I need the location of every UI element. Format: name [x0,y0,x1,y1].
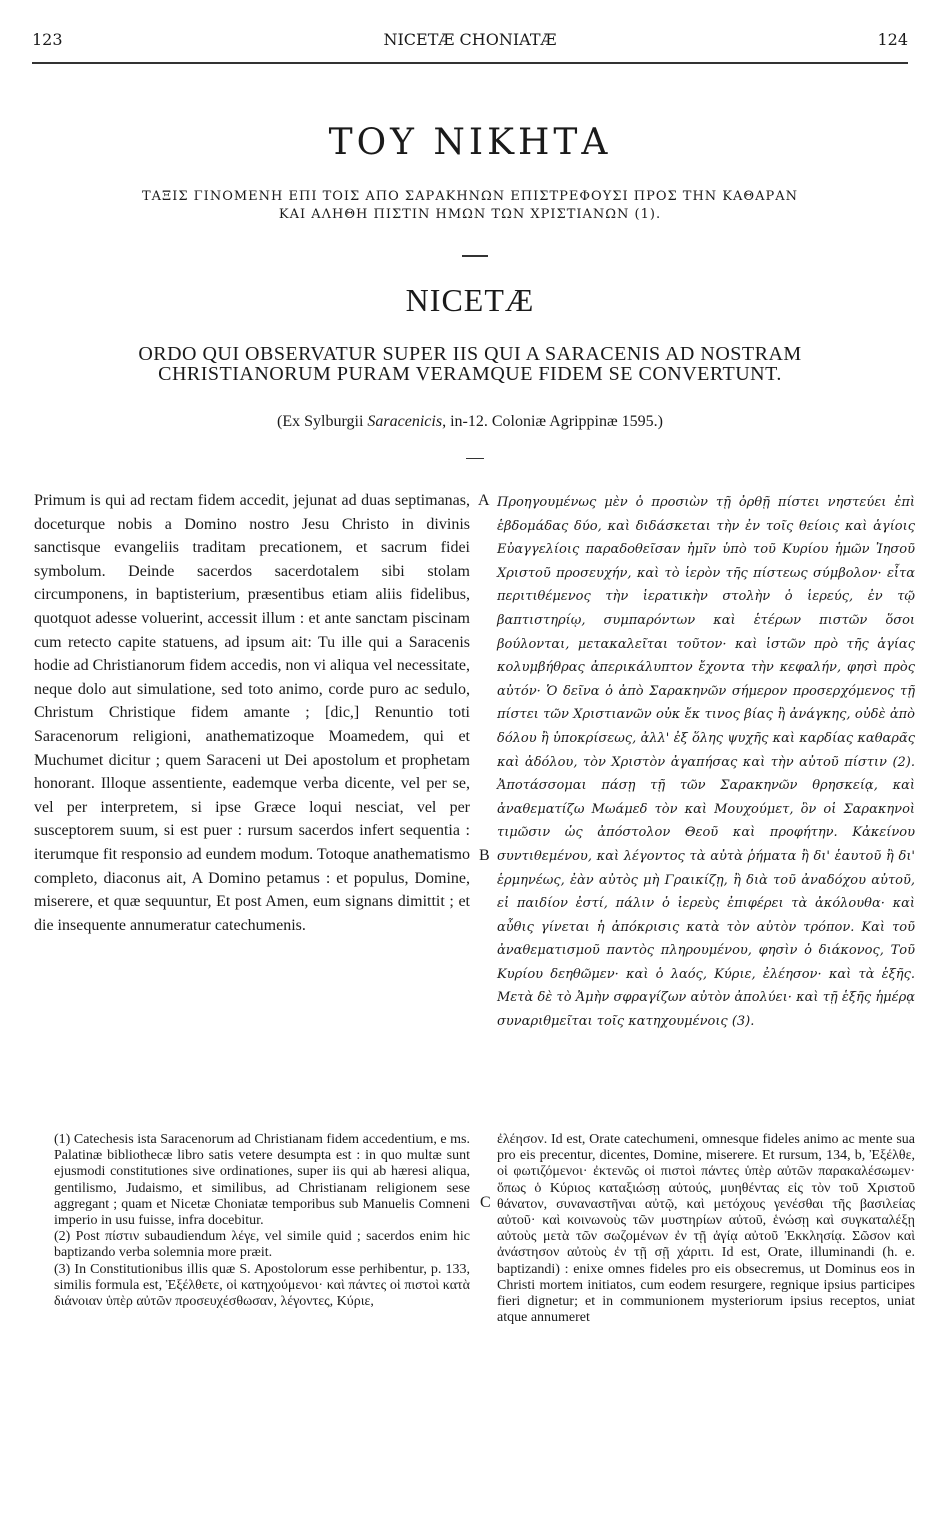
source-italic: Saracenicis [367,413,443,430]
greek-subtitle-line-1: ΤΑΞΙΣ ΓΙΝΟΜΕΝΗ ΕΠΙ ΤΟΙΣ ΑΠΟ ΣΑΡΑΚΗΝΩΝ ΕΠΙΣΤΡΕΦΟΥΣΙ ΠΡΟΣ ΤΗΝ ΚΑΘΑΡΑΝ [142,189,798,204]
greek-subtitle [40,188,900,224]
running-title: NICETÆ CHONIATÆ [383,30,557,49]
latin-column: Primum is qui ad rectam fidem accedit, jejunat ad duas septimanas, doceturque nobis a Domino nostro Jesu Christo in divinis sanctisque evangeliis traditam precationem, et sacrum fidei symbolum. Deinde sacerdos sacerdotalem sibi stolam circumponens, in baptisterium, præsentibus etiam aliis fidelibus, quotquot adesse voluerint, accessit illum : et ante sanctam piscinam cum retecto capite statuens, ad ipsum ait: Tu ille qui a Saracenis hodie ad Christianorum fidem accedis, non vi aliqua vel necessitate, neque dolo aut simulatione, sed toto animo, corde puro ac sedulo, Christum Christique fidem amante ; [dic,] Renuntio toti Saracenorum religioni, anathematizoque Moamedem, qui et Muchumet dicitur ; quem Saraceni ut Dei apostolum et prophetam honorant. Illoque assentiente, eademque verba dicente, vel per se, vel per interpretem, si ipse Græce loqui nesciat, vel per susceptorem suum, si est puer : rursum sacerdos infert sequentia : iterumque fit responsio ad eundem modum. Totoque anathematismo completo, diaconus ait, A Domino petamus : et populus, Domine, miserere, et quæ sequuntur, Et post Amen, eum signans dimittit ; et die insequente annumeratur catechumenis. [34,492,470,934]
latin-subtitle-line-1: ORDO QUI OBSERVATUR SUPER IIS QUI A SARACENIS AD NOSTRAM [138,343,802,365]
greek-text-part-1: Προηγουμένως μὲν ὁ προσιὼν τῇ ὀρθῇ πίστει νηστεύει ἐπὶ ἑβδομάδας δύο, καὶ διδάσκεται τὴν ἐν τοῖς θείοις καὶ ἁγίοις Εὐαγγελίοις παραδοθεῖσαν ἡμῖν ὑπὸ τοῦ Κυρίου ἡμῶν Ἰησοῦ Χριστοῦ προσευχήν, καὶ τὸ ἱερὸν τῆς πίστεως σύμβολον· εἶτα περιτιθέμενος τὴν ἱερατικὴν στολὴν ὁ ἱερεύς, ἐν τῷ βαπτιστηρίῳ, συμπαρόντων καὶ ἑτέρων πιστῶν ὅσοι βούλονται, μετακαλεῖται τοῦτον· καὶ ἱστῶν πρὸ τῆς ἁγίας κολυμβήθρας ἀπερικάλυπτον ἔχοντα τὴν κεφαλήν, φησὶ πρὸς αὐτόν· Ὁ δεῖνα ὁ ἀπὸ Σαρακηνῶν σήμερον προσερχόμενος τῇ πίστει τῶν Χριστιανῶν οὐκ ἔκ τινος βίας ἢ ἀνάγκης, οὐδὲ ἀπὸ δόλου ἢ ὑποκρίσεως, ἀλλ' ἐξ ὅλης ψυχῆς καὶ καρδίας καθαρᾶς καὶ ἀδόλου, τὸν Χριστὸν ἀγαπήσας καὶ τὴν αὐτοῦ πίστιν (2). Ἀποτάσσομαι πάσῃ τῇ τῶν Σαρακηνῶν [497,495,915,794]
margin-marker-c: C [480,1194,491,1211]
source-suffix: , in-12. Coloniæ Agrippinæ 1595.) [442,413,663,430]
source-prefix: (Ex Sylburgii [277,413,368,430]
latin-subtitle [40,344,900,384]
margin-marker-a: A [478,492,490,509]
page-number-right: 124 [877,30,908,49]
footnote-3: (3) In Constitutionibus illis quæ S. Apostolorum esse perhibentur, p. 133, similis formula est, Ἐξέλθετε, οἱ κατηχούμενοι· καὶ πάντες οἱ πιστοὶ κατὰ διάνοιαν ὑπὲρ αὐτῶν προσευχέσθωσαν, λέγοντες, Κύριε, [54,1261,470,1310]
footnote-continuation: ἐλέησον. Id est, Orate catechumeni, omnesque fideles animo ac mente sua pro eis precentur, dicentes, Domine, miserere. Et rursum, 134, b, Ἐξέλθε, οἱ φωτιζόμενοι· ἐκτενῶς οἱ πιστοὶ πάντες ὑπὲρ αὐτῶν παρακαλέσωμεν· ὅπως ὁ Κύριος καταξιώσῃ αὐτούς, μυηθέντας εἰς τὸν τοῦ Χριστοῦ θάνατον, συναναστῆναι αὐτῷ, καὶ μετόχους γενέσθαι τῆς βασιλείας αὐτοῦ· καὶ κοινωνοὺς τῶν μυστηρίων αὐτοῦ, ἑνώσῃ καὶ συγκαταλέξῃ αὐτοὺς μετὰ τῶν σωζομένων ἐν τῇ ἁγίᾳ αὐτοῦ Ἐκκλησίᾳ. Σῶσον καὶ ἀνάστησον αὐτοὺς ἐν τῇ σῇ χάριτι. Id est, Orate, illuminandi (h. e. baptizandi) : enixe omnes fideles pro eis obsecremus, ut Dominus eos in Christi mortem initiatos, cum eodem resurgere, regnique ipsius participes fieri dignetur; et in communionem mysteriorum ipsius receptos, uniat atque annumeret [497,1132,915,1326]
latin-title: NICETÆ [405,282,535,318]
header-rule [32,62,908,64]
margin-marker-b: B [479,847,490,864]
footnotes-left [54,1132,470,1310]
greek-text-part-2: θρησκείᾳ, καὶ ἀναθεματίζω Μωάμεδ τὸν καὶ Μουχούμετ, ὃν οἱ Σαρακηνοὶ τιμῶσιν ὡς ἀπόστολον Θεοῦ καὶ προφήτην. Κἀκείνου συντιθεμένου, καὶ λέγοντος τὰ αὐτὰ ῥήματα ἢ δι' ἑαυτοῦ ἢ δι' ἑρμηνέως, ἐὰν αὐτὸς μὴ Γραικίζῃ, ἢ διὰ τοῦ ἀναδόχου αὐτοῦ, εἰ παιδίον ἐστί, πάλιν ὁ ἱερεὺς ἐπιφέρει τὰ ἀκόλουθα· καὶ αὖθις γίνεται ἡ ἀπόκρισις κατὰ τὸν αὐτὸν τρόπον. Καὶ τοῦ ἀναθεματισμοῦ παντὸς πληρουμένου, φησὶν ὁ διάκονος, Τοῦ Κυρίου δεηθῶμεν· καὶ ὁ λαός, Κύριε, ἐλέησον· καὶ τὰ ἑξῆς. Μετὰ δὲ τὸ Ἀμὴν σφραγίζων αὐτὸν ἀπολύει· καὶ τῇ ἑξῆς ἡμέρᾳ συναριθμεῖται τοῖς κατηχουμένοις (3). [497,778,915,1030]
greek-title: ΤΟΥ ΝΙΚΗΤΑ [328,122,612,163]
footnote-1: (1) Catechesis ista Saracenorum ad Christianam fidem accedentium, e ms. Palatinæ bibliothecæ libro satis vetere desumpta est : in quo multæ sunt ejusmodi constitutiones sive ordinationes, super iis qui ab hæresi aliqua, gentilismo, Judaismo, et similibus, ad Christianam religionem sese aggregant ; quam et Nicetæ Choniatæ temporibus sub Manuelis Comneni imperio in usu fuisse, infra docebitur. [54,1132,470,1229]
source-note [40,413,900,431]
separator-dash-small [466,458,484,459]
separator-dash [462,255,488,257]
latin-subtitle-line-2: CHRISTIANORUM PURAM VERAMQUE FIDEM SE CONVERTUNT. [158,363,782,385]
running-head [32,30,908,56]
greek-column [497,491,915,1034]
greek-subtitle-line-2: ΚΑΙ ΑΛΗΘΗ ΠΙΣΤΙΝ ΗΜΩΝ ΤΩΝ ΧΡΙΣΤΙΑΝΩΝ (1). [278,207,662,222]
footnote-2: (2) Post πίστιν subaudiendum λέγε, vel simile quid ; sacerdos enim hic baptizando verba solemnia more præit. [54,1229,470,1261]
page-number-left: 123 [32,30,63,49]
